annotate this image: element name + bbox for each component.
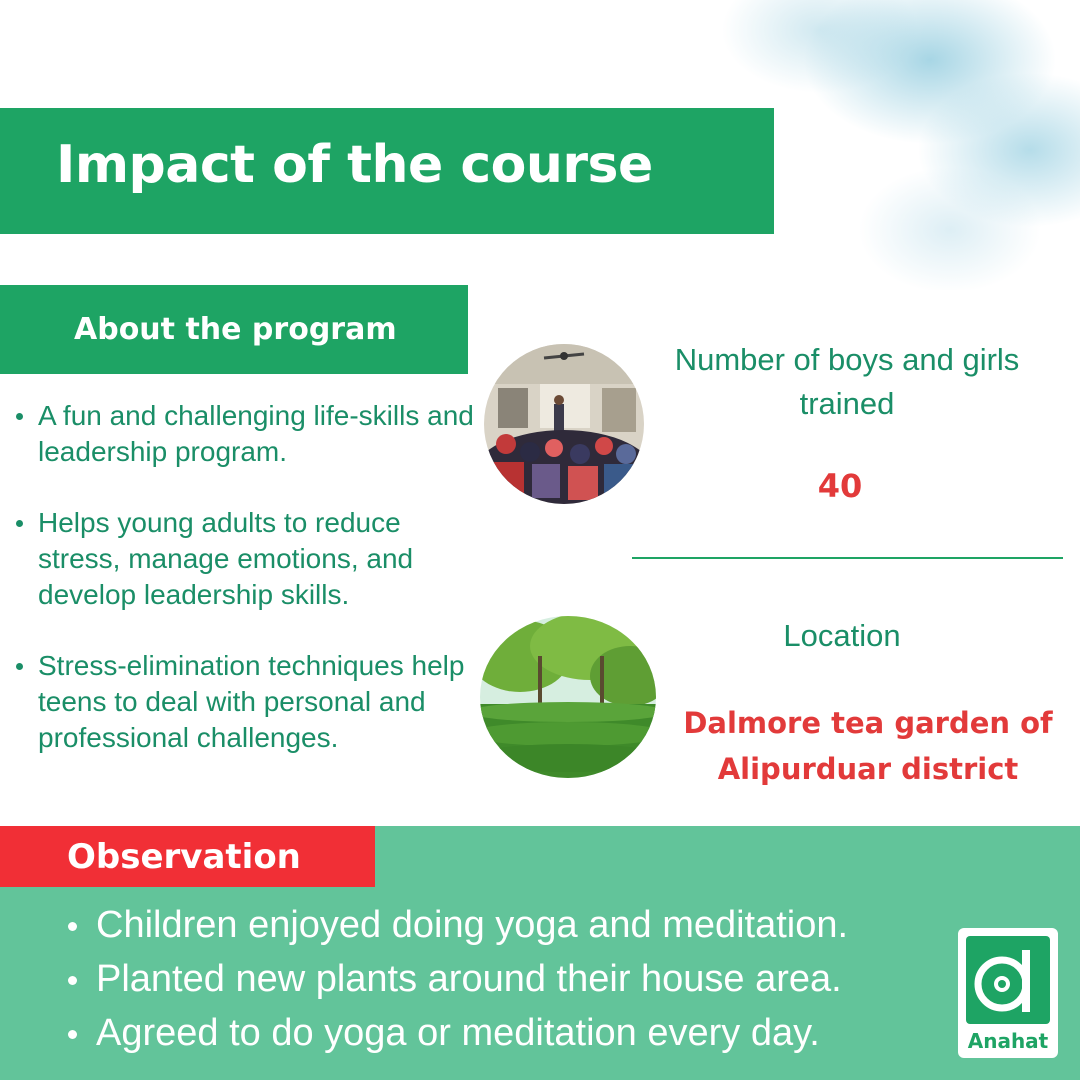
- observation-bullet: Planted new plants around their house area.: [64, 952, 944, 1006]
- location-label: Location: [783, 618, 901, 653]
- observation-bullet-list: [64, 898, 944, 1060]
- trained-label: Number of boys and girls trained: [674, 342, 1020, 421]
- about-bullet-list: [14, 398, 474, 791]
- anahat-logo-text: Anahat: [967, 1029, 1049, 1053]
- location-value: Dalmore tea garden of Alipurduar district: [683, 706, 1053, 786]
- page-title: Impact of the course: [56, 135, 653, 195]
- anahat-logo: [958, 928, 1058, 1058]
- observation-bullet: Agreed to do yoga or meditation every day.: [64, 1006, 944, 1060]
- trained-value: 40: [817, 467, 863, 505]
- observation-bullet: Children enjoyed doing yoga and meditation.: [64, 898, 944, 952]
- observation-heading: Observation: [67, 837, 301, 877]
- tea-garden-photo-illustration: [480, 616, 656, 778]
- classroom-photo-illustration: [484, 344, 644, 504]
- about-bullet: A fun and challenging life-skills and leadership program.: [14, 398, 474, 470]
- classroom-photo: [484, 344, 644, 504]
- anahat-logo-mark: [966, 936, 1050, 1024]
- tea-garden-photo: [480, 616, 656, 778]
- about-bullet: Stress-elimination techniques help teens to deal with personal and professional challenges.: [14, 648, 474, 756]
- section-divider: [632, 557, 1063, 559]
- anahat-symbol-icon: [966, 936, 1050, 1024]
- about-heading: About the program: [74, 312, 397, 347]
- about-bullet: Helps young adults to reduce stress, manage emotions, and develop leadership skills.: [14, 505, 474, 613]
